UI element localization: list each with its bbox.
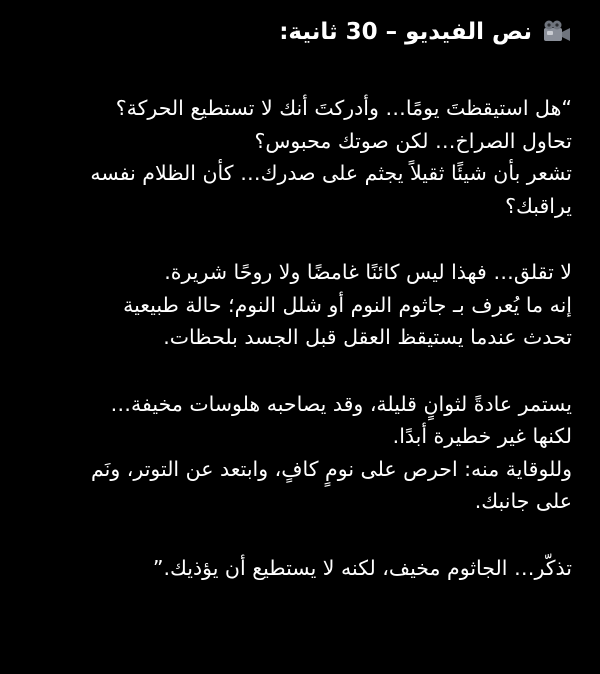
paragraph-3 — [28, 388, 572, 518]
text-line: على جانبك. — [474, 489, 572, 513]
text-line: تحاول الصراخ… لكن صوتك محبوس؟ — [254, 128, 572, 153]
page-title: نص الفيديو – 30 ثانية: — [279, 19, 532, 45]
text-line: تشعر بأن شيئًا ثقيلاً يجثم على صدرك… كأن الظلام نفسه — [90, 161, 572, 185]
movie-camera-icon — [542, 19, 572, 45]
text-line: تحدث عندما يستيقظ العقل قبل الجسد بلحظات. — [163, 325, 572, 349]
text-line: يستمر عادةً لثوانٍ قليلة، وقد يصاحبه هلوسات مخيفة… — [110, 391, 572, 416]
text-line: “هل استيقظتَ يومًا… وأدركتَ أنك لا تستطيع الحركة؟ — [115, 96, 572, 120]
paragraph-4 — [28, 552, 572, 585]
paragraph-1 — [28, 92, 572, 222]
text-line: إنه ما يُعرف بـ جاثوم النوم أو شلل النوم؛ حالة طبيعية — [123, 292, 572, 317]
paragraph-2 — [28, 256, 572, 354]
text-line: تذكّر… الجاثوم مخيف، لكنه لا يستطيع أن يؤذيك.” — [152, 555, 572, 580]
video-script-heading — [28, 14, 572, 50]
text-line: وللوقاية منه: احرص على نومٍ كافٍ، وابتعد عن التوتر، ونَم — [91, 456, 572, 481]
text-line: لكنها غير خطيرة أبدًا. — [392, 424, 572, 448]
text-line: يراقبك؟ — [505, 193, 572, 218]
text-line: لا تقلق… فهذا ليس كائنًا غامضًا ولا روحًا شريرة. — [164, 260, 572, 284]
